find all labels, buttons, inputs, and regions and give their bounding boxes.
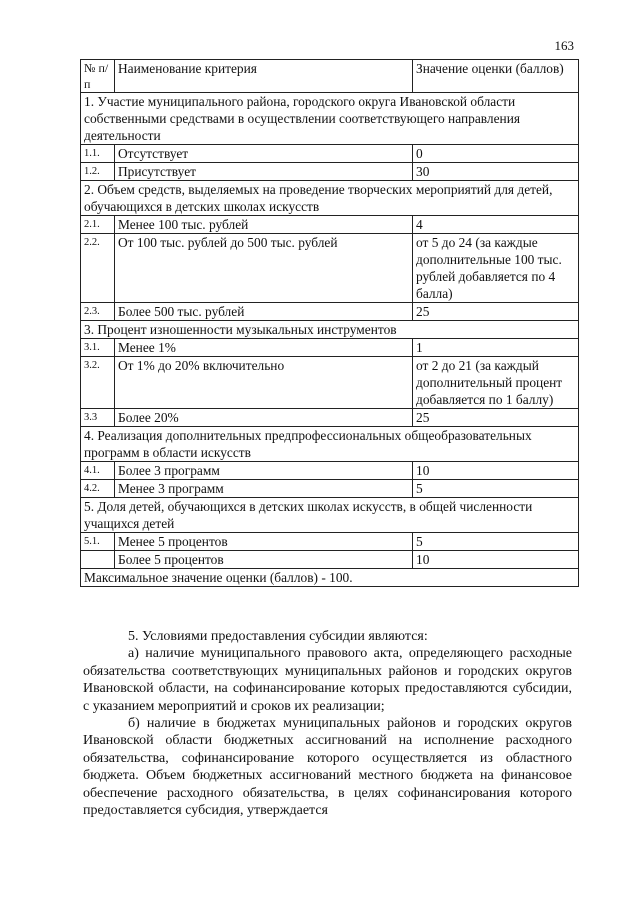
criterion-value: 10 <box>413 462 579 480</box>
paragraph-conditions: 5. Условиями предоставления субсидии являются: <box>128 629 428 644</box>
section-title: 5. Доля детей, обучающихся в детских школах искусств, в общей численности учащихся детей <box>81 498 579 533</box>
criterion-value: от 2 до 21 (за каждый дополнительный процент добавляется по 1 баллу) <box>413 357 579 409</box>
criterion-name: Более 5 процентов <box>115 551 413 569</box>
table-row <box>81 216 579 234</box>
table-row <box>81 480 579 498</box>
table-section-row <box>81 498 579 533</box>
paragraph-b: б) наличие в бюджетах муниципальных районов и городских округов Ивановской области бюджетных ассигнований на исполнение расходного обязательства, софинансирование которого осуществляется из областного бюджета. Объем бюджетных ассигнований местного бюджета на финансовое обеспечение расходного обязательства, в целях софинансирования которого предоставляется субсидия, утверждается <box>83 716 572 819</box>
criterion-number <box>81 551 115 569</box>
criterion-value: от 5 до 24 (за каждые дополнительные 100 тыс. рублей добавляется по 4 балла) <box>413 234 579 303</box>
section-title: 1. Участие муниципального района, городского округа Ивановской области собственными средствами в осуществлении соответствующего направления деятельности <box>81 93 579 145</box>
criterion-number: 2.2. <box>81 234 115 303</box>
criterion-name: Менее 100 тыс. рублей <box>115 216 413 234</box>
section-title: 3. Процент изношенности музыкальных инструментов <box>81 321 579 339</box>
criterion-name: Более 20% <box>115 409 413 427</box>
criterion-value: 0 <box>413 145 579 163</box>
table-row <box>81 303 579 321</box>
table-row <box>81 163 579 181</box>
criterion-value: 5 <box>413 533 579 551</box>
criterion-name: Более 500 тыс. рублей <box>115 303 413 321</box>
page-number: 163 <box>554 38 574 53</box>
table-row <box>81 533 579 551</box>
table-row <box>81 234 579 303</box>
body-text <box>83 628 572 819</box>
section-title: Максимальное значение оценки (баллов) - 100. <box>81 569 579 587</box>
table-row <box>81 145 579 163</box>
criterion-number: 2.3. <box>81 303 115 321</box>
criterion-number: 2.1. <box>81 216 115 234</box>
criterion-name: Более 3 программ <box>115 462 413 480</box>
criterion-number: 4.2. <box>81 480 115 498</box>
section-title: 2. Объем средств, выделяемых на проведение творческих мероприятий для детей, обучающихся в детских школах искусств <box>81 181 579 216</box>
criterion-name: Присутствует <box>115 163 413 181</box>
paragraph-a: а) наличие муниципального правового акта, определяющего расходные обязательства соответствующих муниципальных районов и городских округов Ивановской области, на софинансирование которых предоставляются субсидии, с указанием мероприятий и сроков их реализации; <box>83 646 572 714</box>
header-value: Значение оценки (баллов) <box>413 60 579 93</box>
table-row <box>81 409 579 427</box>
criterion-name: Менее 5 процентов <box>115 533 413 551</box>
criterion-number: 1.2. <box>81 163 115 181</box>
criterion-number: 1.1. <box>81 145 115 163</box>
table-section-row <box>81 569 579 587</box>
table-row <box>81 357 579 409</box>
criterion-number: 3.3 <box>81 409 115 427</box>
criterion-name: Менее 1% <box>115 339 413 357</box>
table-row <box>81 339 579 357</box>
criterion-number: 3.1. <box>81 339 115 357</box>
criterion-name: От 1% до 20% включительно <box>115 357 413 409</box>
criterion-value: 25 <box>413 303 579 321</box>
table-section-row <box>81 321 579 339</box>
criterion-value: 5 <box>413 480 579 498</box>
criterion-value: 30 <box>413 163 579 181</box>
header-num: № п/п <box>81 60 115 93</box>
table-row <box>81 551 579 569</box>
criterion-number: 4.1. <box>81 462 115 480</box>
table-section-row <box>81 427 579 462</box>
table-body <box>81 93 579 587</box>
criteria-table <box>80 59 579 587</box>
table-section-row <box>81 93 579 145</box>
criterion-value: 1 <box>413 339 579 357</box>
table-section-row <box>81 181 579 216</box>
table-row <box>81 462 579 480</box>
table-header-row <box>81 60 579 93</box>
header-name: Наименование критерия <box>115 60 413 93</box>
criterion-number: 3.2. <box>81 357 115 409</box>
criterion-name: Отсутствует <box>115 145 413 163</box>
criterion-name: От 100 тыс. рублей до 500 тыс. рублей <box>115 234 413 303</box>
criterion-value: 10 <box>413 551 579 569</box>
criterion-name: Менее 3 программ <box>115 480 413 498</box>
section-title: 4. Реализация дополнительных предпрофессиональных общеобразовательных программ в области искусств <box>81 427 579 462</box>
criterion-value: 4 <box>413 216 579 234</box>
criterion-number: 5.1. <box>81 533 115 551</box>
criterion-value: 25 <box>413 409 579 427</box>
